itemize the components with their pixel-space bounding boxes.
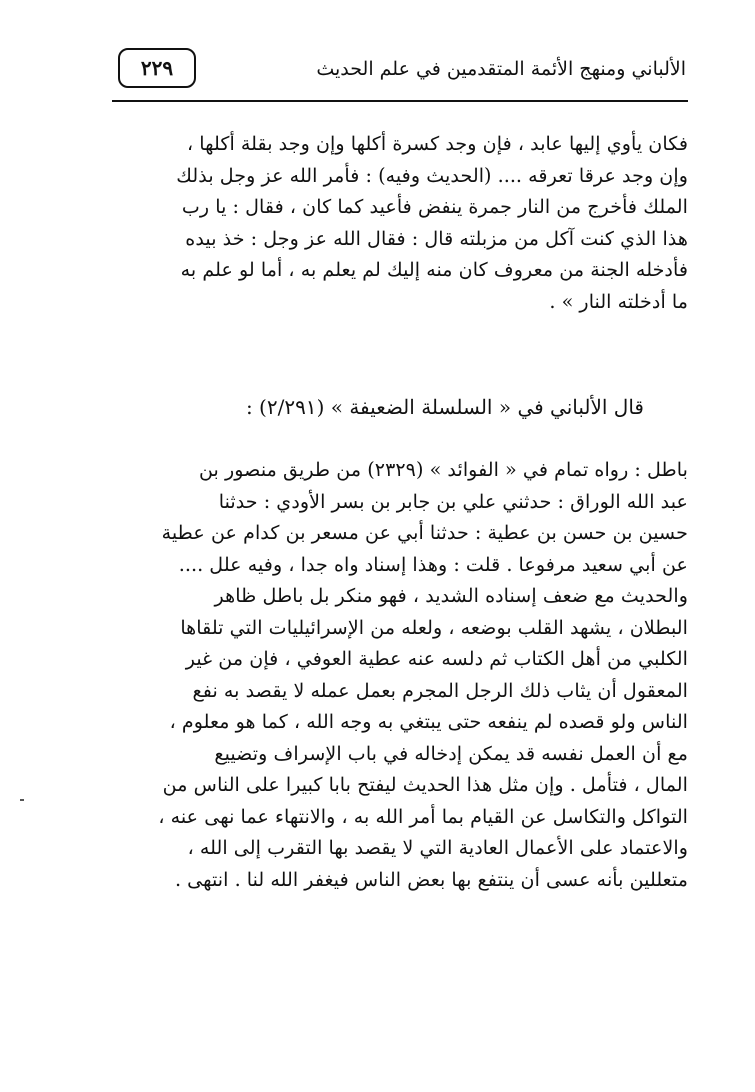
text-line: الكلبي من أهل الكتاب ثم دلسه عنه عطية العوفي ، فإن من غير	[185, 647, 688, 670]
text-line: عن أبي سعيد مرفوعا . قلت : وهذا إسناد واه جدا ، وفيه علل ....	[178, 552, 688, 576]
page-header	[112, 44, 688, 102]
text-line: التواكل والتكاسل عن القيام بما أمر الله به ، والانتهاء عما نهى عنه ،	[158, 804, 688, 828]
text-line: الناس ولو قصده لم ينفعه حتى يبتغي به وجه الله ، كما هو معلوم ،	[169, 710, 688, 733]
text-line: والحديث مع ضعف إسناده الشديد ، فهو منكر بل باطل ظاهر	[214, 584, 688, 607]
page-number: ٢٢٩	[118, 48, 196, 88]
text-line: متعللين بأنه عسى أن ينتفع بها بعض الناس فيغفر الله لنا . انتهى .	[174, 867, 688, 891]
text-line: حسين بن حسن بن عطية : حدثنا أبي عن مسعر بن كدام عن عطية	[161, 521, 688, 544]
book-page	[112, 44, 688, 891]
text-line: وإن وجد عرقا تعرقه .... (الحديث وفيه) : فأمر الله عز وجل بذلك	[176, 163, 688, 187]
text-line: فأدخله الجنة من معروف كان منه إليك لم يعلم به ، أما لو علم به	[180, 258, 688, 281]
text-line: ما أدخلته النار » .	[549, 289, 688, 313]
text-line: المال ، فتأمل . وإن مثل هذا الحديث ليفتح بابا كبيرا على الناس من	[162, 773, 688, 796]
text-line: الملك فأخرج من النار جمرة ينفض فأعيد كما كان ، فقال : يا رب	[181, 195, 688, 218]
text-line: فكان يأوي إليها عابد ، فإن وجد كسرة أكلها وإن وجد بقلة أكلها ،	[186, 132, 688, 155]
commentary-paragraph	[128, 454, 688, 895]
text-line: مع أن العمل نفسه قد يمكن إدخاله في باب الإسراف وتضييع	[214, 741, 688, 765]
text-line: هذا الذي كنت آكل من مزبلته قال : فقال الله عز وجل : خذ بيده	[185, 226, 688, 250]
text-line: والاعتماد على الأعمال العادية التي لا يقصد بها التقرب إلى الله ،	[187, 836, 688, 859]
text-line: البطلان ، يشهد القلب بوضعه ، ولعله من الإسرائيليات التي تلقاها	[180, 615, 688, 639]
scan-speck	[20, 799, 24, 801]
quote-heading: قال الألباني في « السلسلة الضعيفة » (٢/٢٩١) :	[245, 395, 644, 419]
text-line: باطل : رواه تمام في « الفوائد » (٢٣٢٩) من طريق منصور بن	[198, 458, 688, 481]
text-line: عبد الله الوراق : حدثني علي بن جابر بن بسر الأودي : حدثنا	[218, 489, 688, 513]
opening-paragraph	[128, 128, 688, 317]
running-title: الألباني ومنهج الأئمة المتقدمين في علم الحديث	[316, 58, 686, 80]
text-line: المعقول أن يثاب ذلك الرجل المجرم بعمل عمله لا يقصد به نفع	[192, 678, 688, 702]
